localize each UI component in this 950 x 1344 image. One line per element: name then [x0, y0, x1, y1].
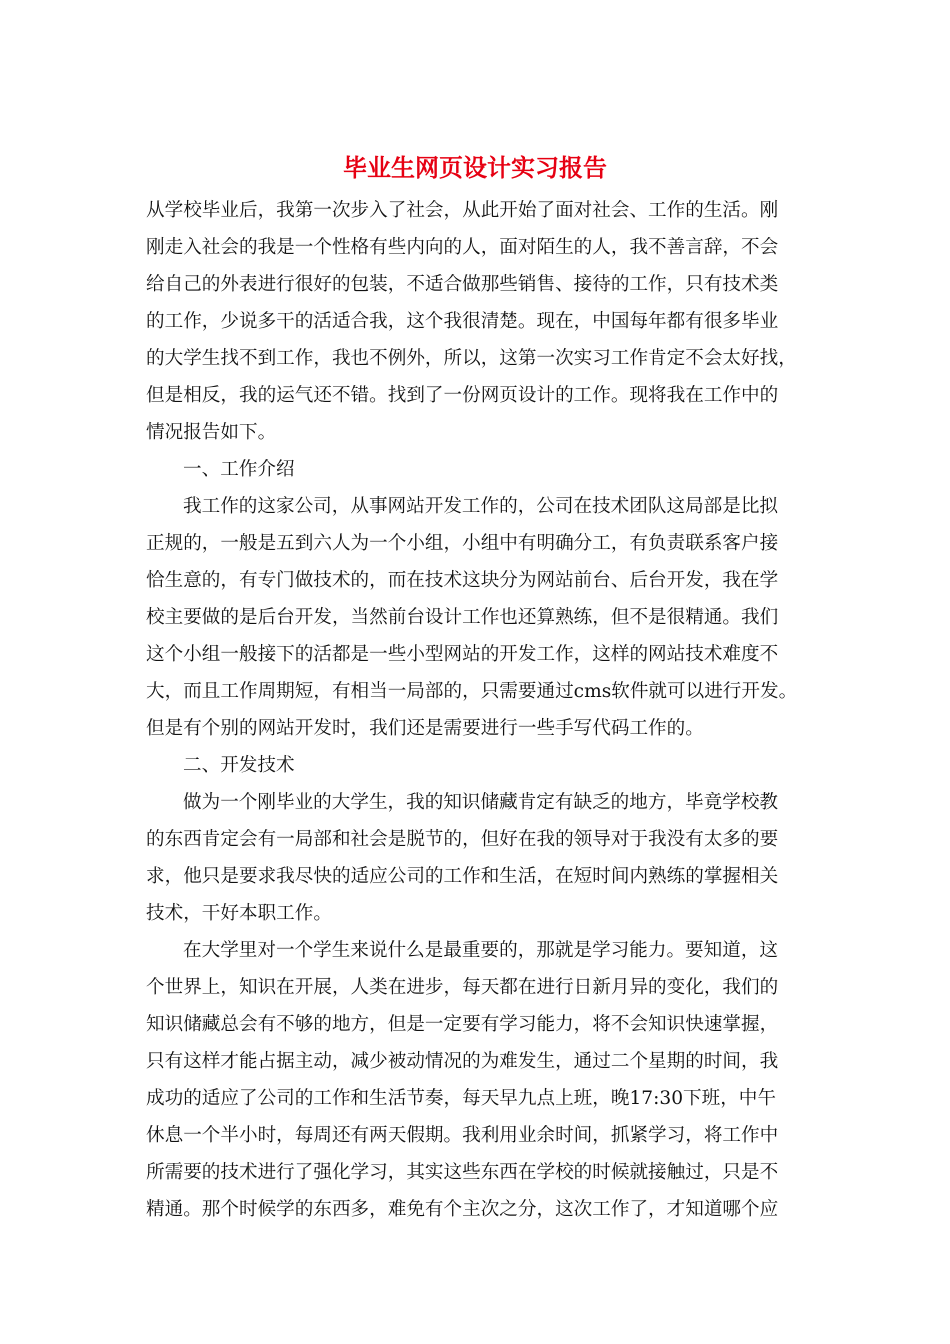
- paragraph-line: 做为一个刚毕业的大学生，我的知识储藏肯定有缺乏的地方，毕竟学校教: [183, 792, 779, 813]
- paragraph-line: 情况报告如下。: [146, 422, 277, 443]
- paragraph-line: 休息一个半小时，每周还有两天假期。我利用业余时间，抓紧学习，将工作中: [146, 1125, 779, 1146]
- paragraph-line: 从学校毕业后，我第一次步入了社会，从此开始了面对社会、工作的生活。刚: [146, 200, 779, 221]
- paragraph-line: 但是相反，我的运气还不错。找到了一份网页设计的工作。现将我在工作中的: [146, 385, 779, 406]
- paragraph-line: 我工作的这家公司，从事网站开发工作的，公司在技术团队这局部是比拟: [183, 496, 779, 517]
- paragraph-line: 技术，干好本职工作。: [146, 903, 332, 924]
- paragraph-line: 恰生意的，有专门做技术的，而在技术这块分为网站前台、后台开发，我在学: [146, 570, 779, 591]
- document-title: 毕业生网页设计实习报告: [343, 153, 607, 182]
- paragraph-line: 刚走入社会的我是一个性格有些内向的人，面对陌生的人，我不善言辞，不会: [146, 237, 779, 258]
- paragraph-line: 所需要的技术进行了强化学习，其实这些东西在学校的时候就接触过，只是不: [146, 1162, 779, 1183]
- paragraph-line: 只有这样才能占据主动，减少被动情况的为难发生，通过二个星期的时间，我: [146, 1051, 779, 1072]
- section-heading-work-intro: 一、工作介绍: [183, 459, 295, 480]
- paragraph-line: 求，他只是要求我尽快的适应公司的工作和生活，在短时间内熟练的掌握相关: [146, 866, 779, 887]
- paragraph-line: 这个小组一般接下的活都是一些小型网站的开发工作，这样的网站技术难度不: [146, 644, 779, 665]
- paragraph-line: 校主要做的是后台开发，当然前台设计工作也还算熟练，但不是很精通。我们: [146, 607, 779, 628]
- paragraph-line: 个世界上，知识在开展，人类在进步，每天都在进行日新月异的变化，我们的: [146, 977, 779, 998]
- paragraph-line: 给自己的外表进行很好的包装，不适合做那些销售、接待的工作，只有技术类: [146, 274, 779, 295]
- paragraph-line: 知识储藏总会有不够的地方，但是一定要有学习能力，将不会知识快速掌握，: [146, 1014, 779, 1035]
- paragraph-line: 大，而且工作周期短，有相当一局部的，只需要通过cms软件就可以进行开发。: [146, 681, 798, 702]
- paragraph-line: 的工作，少说多干的活适合我，这个我很清楚。现在，中国每年都有很多毕业: [146, 311, 779, 332]
- paragraph-line: 的大学生找不到工作，我也不例外，所以，这第一次实习工作肯定不会太好找，: [146, 348, 797, 369]
- paragraph-line: 的东西肯定会有一局部和社会是脱节的，但好在我的领导对于我没有太多的要: [146, 829, 779, 850]
- paragraph-line: 在大学里对一个学生来说什么是最重要的，那就是学习能力。要知道，这: [183, 940, 779, 961]
- paragraph-line: 成功的适应了公司的工作和生活节奏，每天早九点上班，晚17:30下班，中午: [146, 1088, 776, 1109]
- paragraph-line: 正规的，一般是五到六人为一个小组，小组中有明确分工，有负责联系客户接: [146, 533, 779, 554]
- paragraph-line: 精通。那个时候学的东西多，难免有个主次之分，这次工作了，才知道哪个应: [146, 1199, 779, 1220]
- section-heading-dev-tech: 二、开发技术: [183, 755, 295, 776]
- paragraph-line: 但是有个别的网站开发时，我们还是需要进行一些手写代码工作的。: [146, 718, 704, 739]
